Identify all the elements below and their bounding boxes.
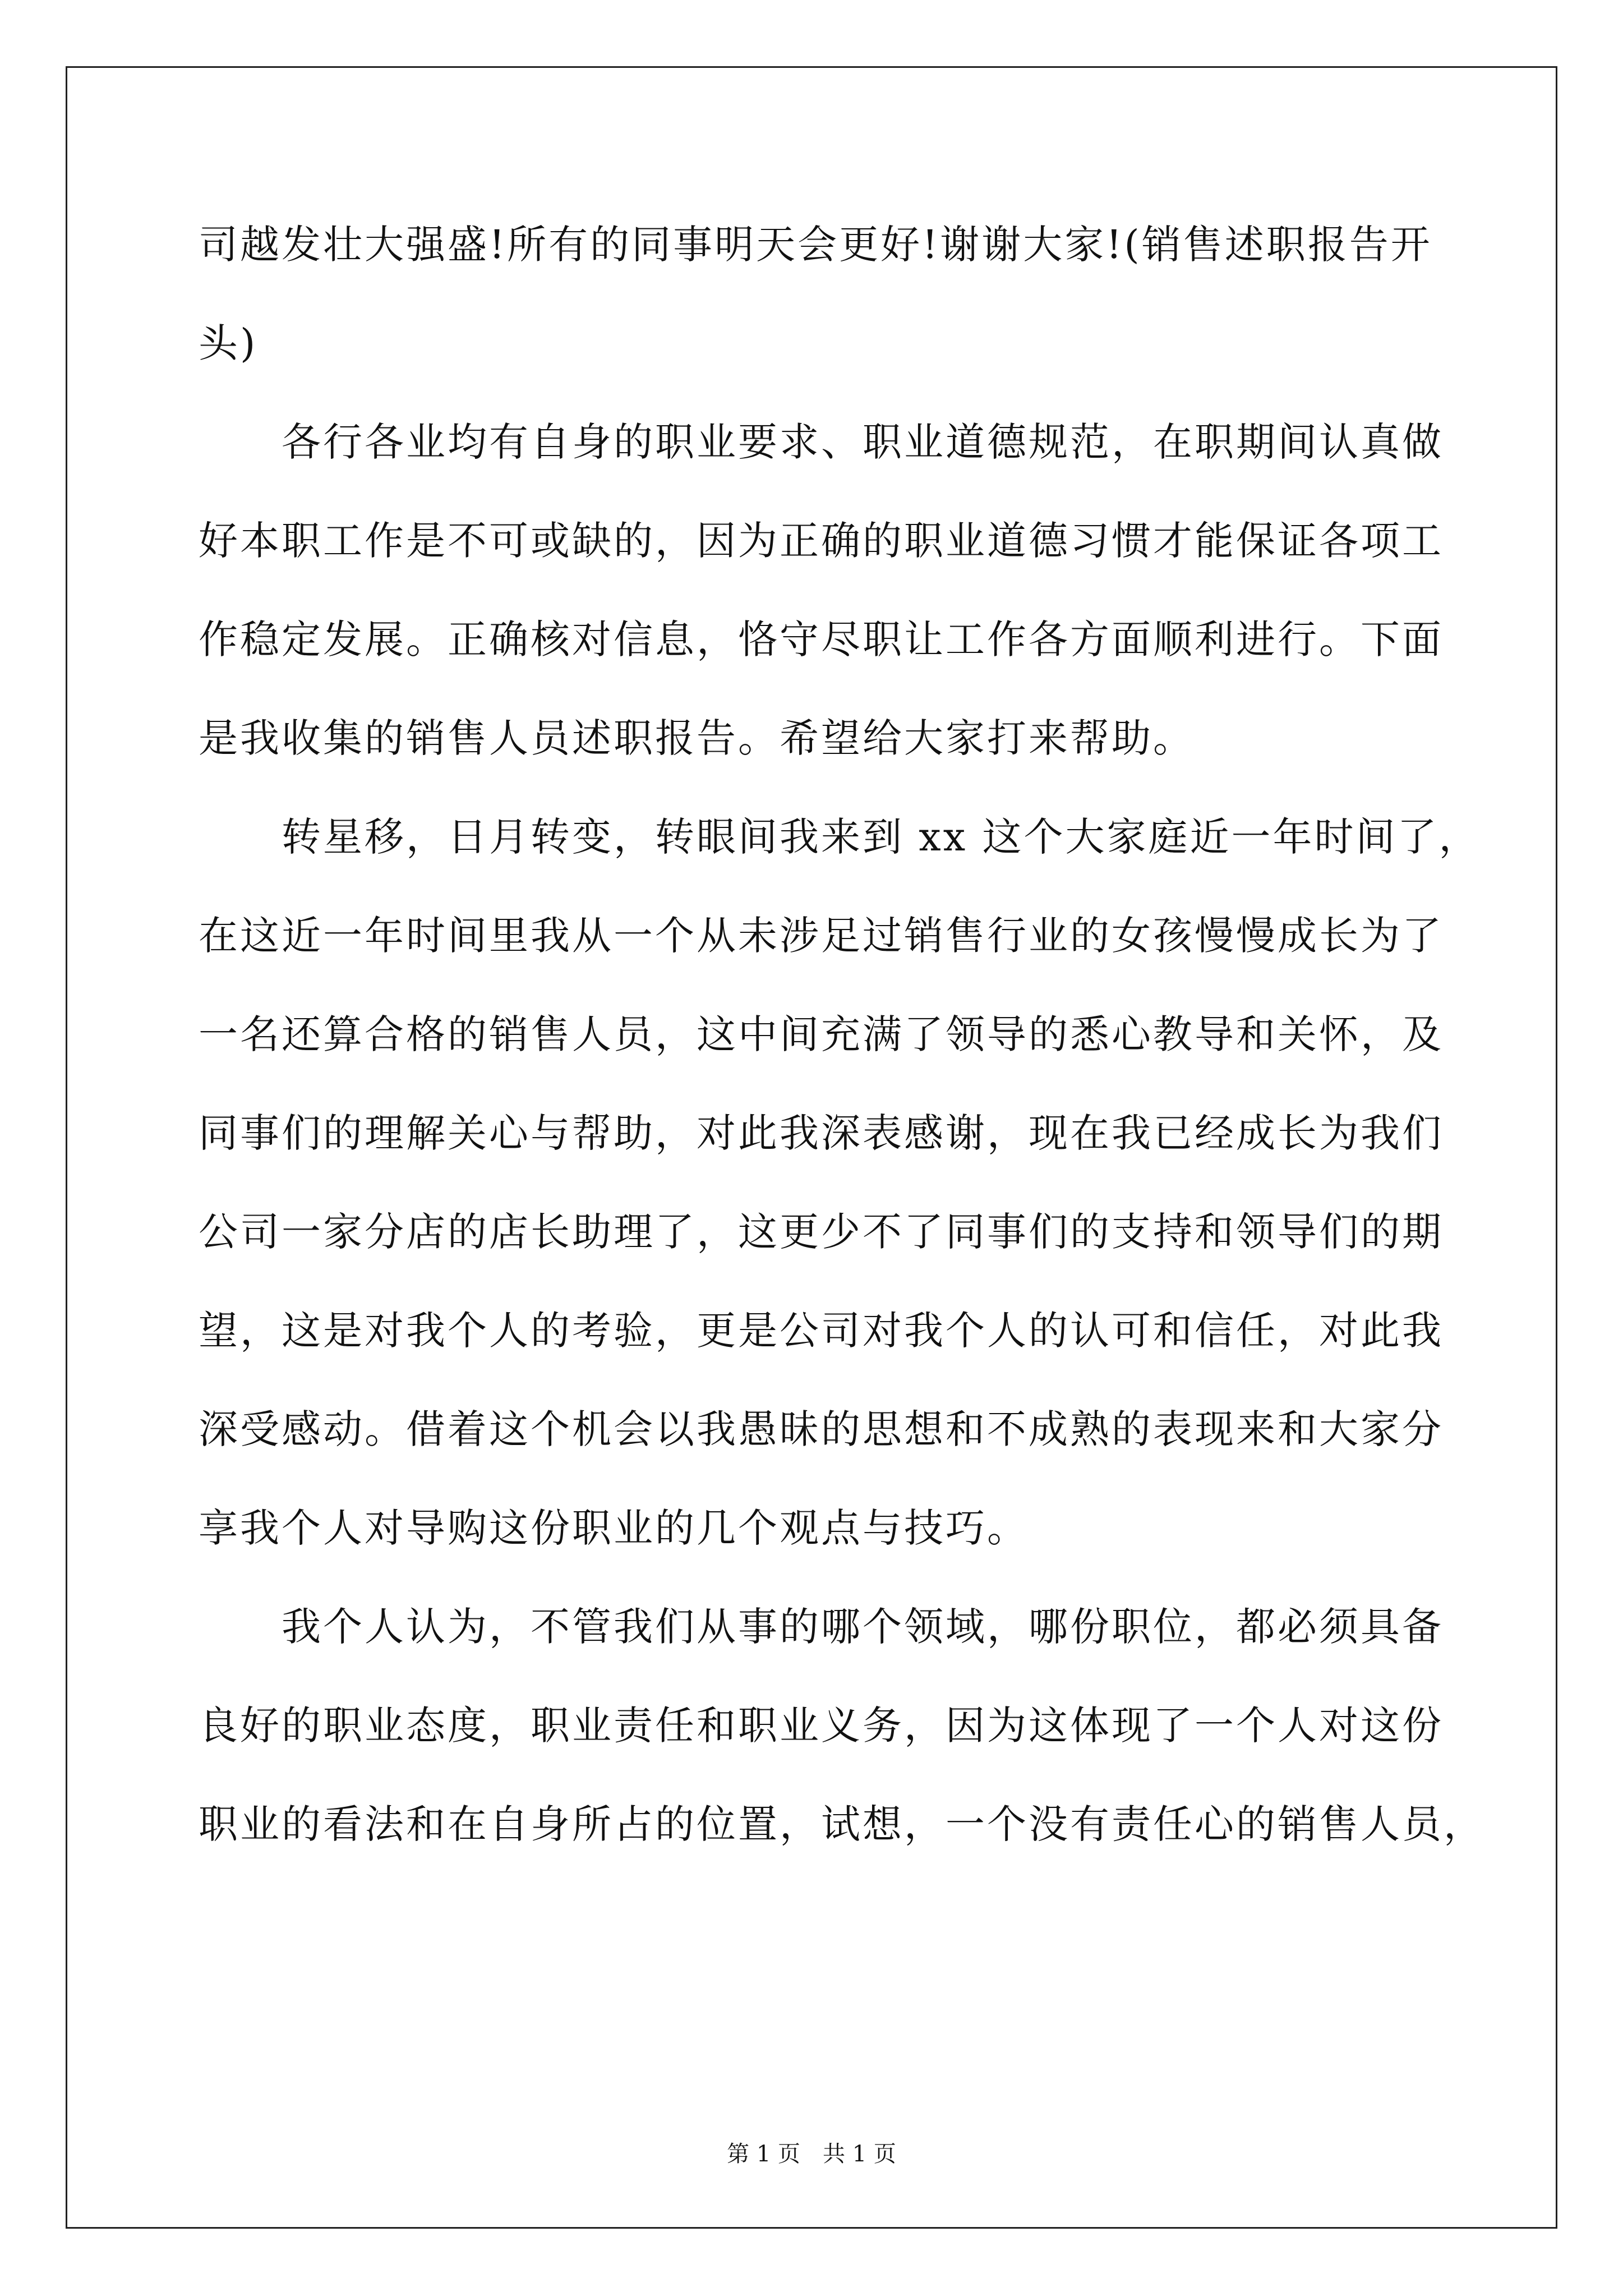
text-line: 好本职工作是不可或缺的，因为正确的职业道德习惯才能保证各项工 [199, 518, 1444, 564]
text-line: 头) [199, 320, 258, 366]
text-line: 公司一家分店的店长助理了，这更少不了同事们的支持和领导们的期 [199, 1209, 1444, 1255]
text-line: 良好的职业态度，职业责任和职业义务，因为这体现了一个人对这份 [199, 1703, 1444, 1749]
text-line: 司越发壮大强盛!所有的同事明天会更好!谢谢大家!(销售述职报告开 [199, 222, 1432, 268]
text-line: 一名还算合格的销售人员，这中间充满了领导的悉心教导和关怀，及 [199, 1011, 1444, 1057]
text-line: 作稳定发展。正确核对信息，恪守尽职让工作各方面顺利进行。下面 [199, 616, 1444, 662]
text-line: 职业的看法和在自身所占的位置，试想，一个没有责任心的销售人员， [199, 1801, 1485, 1847]
text-line: 望，这是对我个人的考验，更是公司对我个人的认可和信任，对此我 [199, 1308, 1444, 1354]
text-line: 同事们的理解关心与帮助，对此我深表感谢，现在我已经成长为我们 [199, 1110, 1444, 1156]
text-line: 在这近一年时间里我从一个从未涉足过销售行业的女孩慢慢成长为了 [199, 913, 1444, 959]
text-line: 是我收集的销售人员述职报告。希望给大家打来帮助。 [199, 715, 1195, 761]
paragraph-start-line: 转星移，日月转变，转眼间我来到 xx 这个大家庭近一年时间了， [282, 814, 1481, 860]
text-line: 享我个人对导购这份职业的几个观点与技巧。 [199, 1505, 1029, 1551]
text-line: 深受感动。借着这个机会以我愚昧的思想和不成熟的表现来和大家分 [199, 1406, 1444, 1452]
paragraph-start-line: 我个人认为，不管我们从事的哪个领域，哪份职位，都必须具备 [282, 1604, 1444, 1650]
paragraph-start-line: 各行各业均有自身的职业要求、职业道德规范，在职期间认真做 [282, 419, 1444, 465]
page-number-footer: 第 1 页 共 1 页 [727, 2141, 896, 2167]
